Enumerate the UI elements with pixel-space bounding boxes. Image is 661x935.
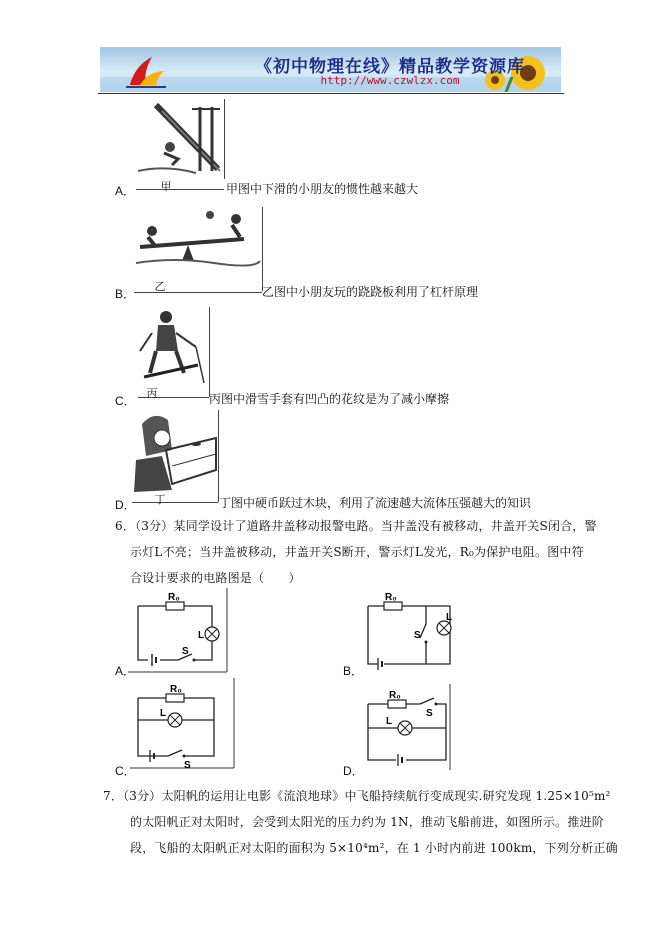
option-c-text: 丙图中滑雪手套有凹凸的花纹是为了减小摩擦 bbox=[209, 392, 450, 406]
option-letter: B． bbox=[343, 664, 364, 678]
option-letter: C． bbox=[115, 764, 136, 778]
circuit-a-diagram bbox=[128, 588, 232, 674]
question-7-line-2: 的太阳帆正对太阳时，会受到太阳光的压力约为 1N，推动飞船前进，如图所示。推进阶 bbox=[130, 815, 604, 829]
question-6-line-2: 示灯L不亮；当井盖被移动，井盖开关S断开，警示灯L发光，R₀为保护电阻。图中符 bbox=[130, 545, 584, 559]
svg-text:S: S bbox=[414, 630, 421, 641]
circuit-c-diagram bbox=[130, 678, 240, 770]
picture-label: 乙 bbox=[154, 280, 166, 293]
option-letter: D． bbox=[115, 498, 136, 512]
picture-label: 甲 bbox=[160, 180, 172, 193]
option-letter: A． bbox=[115, 184, 136, 198]
picture-label: 丙 bbox=[146, 387, 158, 400]
svg-text:R₀: R₀ bbox=[389, 690, 401, 701]
option-letter: C． bbox=[115, 394, 136, 408]
option-letter: A． bbox=[115, 664, 136, 678]
svg-text:R₀: R₀ bbox=[385, 592, 397, 603]
svg-text:L: L bbox=[198, 630, 205, 641]
svg-text:R₀: R₀ bbox=[168, 592, 180, 603]
svg-text:S: S bbox=[184, 760, 191, 770]
svg-text:L: L bbox=[446, 612, 453, 623]
circuit-b-diagram bbox=[358, 588, 462, 674]
option-letter: D． bbox=[343, 764, 364, 778]
option-b-text: 乙图中小朋友玩的跷跷板利用了杠杆原理 bbox=[262, 285, 479, 299]
question-6-line-1: 6．（3分）某同学设计了道路井盖移动报警电路。当井盖没有被移动，井盖开关S闭合，警 bbox=[115, 519, 597, 533]
skier-picture bbox=[138, 307, 210, 397]
slide-picture bbox=[136, 99, 225, 179]
question-7-line-3: 段，飞船的太阳帆正对太阳的面积为 5×10⁴m²，在 1 小时内前进 100km，下列分析正确 bbox=[130, 841, 618, 855]
banner-title: 《初中物理在线》精品教学资源库 bbox=[255, 57, 525, 77]
svg-text:L: L bbox=[160, 708, 167, 719]
header-banner bbox=[100, 47, 561, 92]
picture-label: 丁 bbox=[154, 493, 166, 506]
svg-text:L: L bbox=[386, 716, 393, 727]
circuit-d-diagram bbox=[360, 684, 454, 772]
banner-url: http://www.czwlzx.com bbox=[320, 74, 460, 87]
question-7-line-1: 7．（3分）太阳帆的运用让电影《流浪地球》中飞船持续航行变成现实.研究发现 1.25×10⁵m² bbox=[103, 789, 611, 803]
svg-text:S: S bbox=[182, 646, 189, 657]
question-6-line-3: 合设计要求的电路图是（ ） bbox=[130, 571, 301, 585]
svg-text:S: S bbox=[426, 708, 433, 719]
option-letter: B． bbox=[115, 287, 136, 301]
option-a-text: 甲图中下滑的小朋友的惯性越来越大 bbox=[226, 182, 419, 196]
option-d-text: 丁图中硬币跃过木块，利用了流速越大流体压强越大的知识 bbox=[219, 496, 532, 510]
header-rule bbox=[98, 93, 564, 94]
svg-text:R₀: R₀ bbox=[170, 684, 182, 695]
coin-picture bbox=[132, 410, 219, 502]
